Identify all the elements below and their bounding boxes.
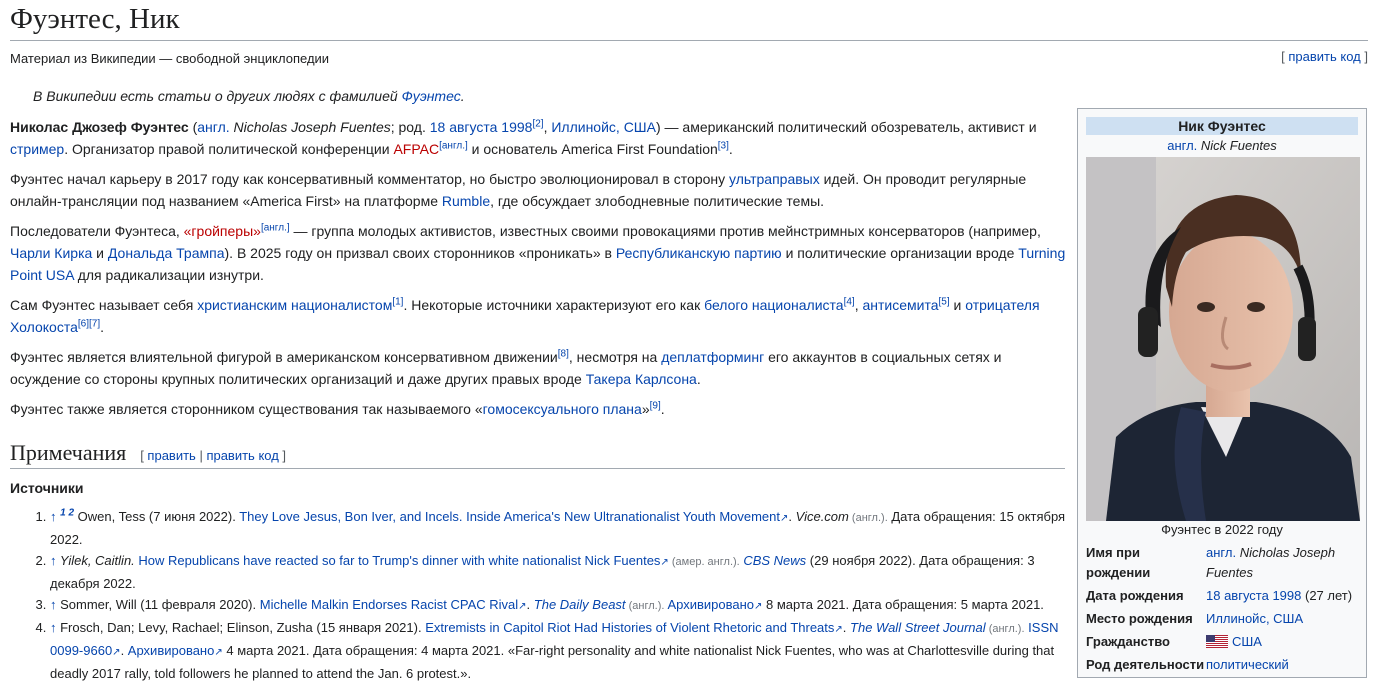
ref-link[interactable]: [4]: [843, 296, 855, 308]
antisemite-link[interactable]: антисемита: [862, 297, 939, 313]
paragraph-career: Фуэнтес начал карьеру в 2017 году как консервативный комментатор, но быстро эволюционировал в сторону ультраправых идей. Он проводит регулярные онлайн-трансляции под названием «America First» на платформе Rumble, где обсуждает злободневные политические темы.: [10, 171, 1027, 209]
publisher-link[interactable]: CBS News: [739, 553, 807, 568]
external-link-icon: ↗: [834, 624, 843, 635]
infobox-row-citizenship: [1086, 632, 1358, 652]
infobox-title: Ник Фуэнтес: [1086, 117, 1358, 135]
interwiki-link[interactable]: [англ.]: [439, 140, 468, 152]
reference-title-link[interactable]: Extremists in Capitol Riot Had Histories of Violent Rhetoric and Threats: [425, 620, 835, 635]
ref-link[interactable]: [7]: [89, 318, 101, 330]
ultraright-link[interactable]: ультраправых: [729, 171, 820, 187]
external-link-icon: ↗: [754, 601, 763, 612]
infobox-row-occupation: [1086, 655, 1358, 675]
infobox-value: [1206, 632, 1358, 652]
hatnote: В Википедии есть статьи о других людях с фамилией Фуэнтес.: [33, 88, 465, 104]
notes-title: Примечания: [10, 440, 127, 465]
infobox-key: Имя при рождении: [1086, 545, 1151, 580]
paragraph-followers: Последователи Фуэнтеса, «гройперы»[англ.] — группа молодых активистов, известных своими провокациями против мейнстримных консерваторов (например, Чарли Кирка и Дональда Трампа). В 2025 году он призвал своих сторонников «проникать» в Республиканскую партию и политические организации вроде Turning Point USA для радикализации изнутри.: [10, 222, 1066, 283]
edit-source-link[interactable]: править код: [1288, 49, 1361, 64]
ref-link[interactable]: [3]: [717, 140, 729, 152]
publisher-link[interactable]: The Wall Street Journal: [846, 620, 986, 635]
citizenship-link[interactable]: США: [1232, 634, 1262, 649]
reference-title-link[interactable]: How Republicans have reacted so far to Trump's dinner with white nationalist Nick Fuentes: [138, 553, 661, 568]
reference-item: 1. ↑ $^{1 2}$ Owen, Tess (7 июня 2022). They Love Jesus, Bon Iver, and Incels. Inside America's New Ultranationalist Youth Movement↗. Vice.com (англ.). Дата обращения: 15 октября 2022.: [50, 506, 1070, 550]
site-subtitle: Материал из Википедии — свободной энциклопедии: [10, 51, 330, 66]
interwiki-link[interactable]: [англ.]: [260, 222, 290, 234]
portrait-photo: [1086, 157, 1360, 521]
birthdate-link[interactable]: 18 августа 1998: [429, 119, 533, 135]
infobox-key: Гражданство: [1086, 634, 1170, 649]
trump-link[interactable]: Дональда Трампа: [107, 245, 225, 261]
tpusa-link[interactable]: Turning Point USA: [10, 245, 1066, 283]
infobox-row-birth-place: [1086, 609, 1358, 629]
backlink[interactable]: 1: [60, 507, 66, 519]
hatnote-link[interactable]: Фуэнтес: [401, 88, 461, 104]
external-link-icon: ↗: [214, 647, 223, 658]
paragraph-conspiracy: Фуэнтес также является сторонником существования так называемого «гомосексуального плана»[9].: [10, 400, 665, 417]
paragraph-intro: Николас Джозеф Фуэнтес (англ. Nicholas Joseph Fuentes; род. 18 августа 1998[2], Иллинойс, США) — американский политический обозреватель, активист и стример. Организатор правой политической конференции AFPAC[англ.] и основатель America First Foundation[3].: [10, 118, 1037, 157]
infobox-row-birth-name: [1086, 543, 1358, 583]
infobox: [1077, 108, 1367, 678]
page-title: Фуэнтес, Ник: [10, 2, 1368, 41]
infobox-key: Место рождения: [1086, 611, 1193, 626]
reference-list: [30, 506, 1070, 684]
external-link-icon: ↗: [780, 513, 789, 524]
reference-title-link[interactable]: They Love Jesus, Bon Iver, and Incels. Inside America's New Ultranationalist Youth Movement: [239, 509, 781, 524]
birthplace-link[interactable]: Иллинойс, США: [551, 119, 656, 135]
infobox-value: англ. Nicholas Joseph Fuentes: [1206, 545, 1336, 580]
rumble-link[interactable]: Rumble: [441, 193, 491, 209]
groypers-link[interactable]: «гройперы»: [183, 223, 261, 239]
notes-heading: [10, 440, 1065, 469]
paragraph-views: Сам Фуэнтес называет себя христианским националистом[1]. Некоторые источники характеризуют его как белого националиста[4], антисемита[5] и отрицателя Холокоста[6][7].: [10, 296, 1040, 335]
occupation-link[interactable]: политический: [1206, 657, 1289, 672]
external-link-icon: ↗: [112, 647, 121, 658]
ref-link[interactable]: [6]: [77, 318, 90, 330]
gop-link[interactable]: Республиканскую партию: [615, 245, 782, 261]
birthdate-link[interactable]: 18 августа 1998: [1206, 588, 1302, 603]
backlink-arrow[interactable]: ↑: [50, 620, 57, 635]
sources-heading: Источники: [10, 480, 84, 496]
photo-caption: Фуэнтес в 2022 году: [1161, 522, 1283, 537]
reference-item: 2. ↑ Yilek, Caitlin. How Republicans have reacted so far to Trump's dinner with white nationalist Nick Fuentes↗ (амер. англ.). CBS News (29 ноября 2022). Дата обращения: 3 декабря 2022.: [50, 550, 1070, 594]
edit-source-section: [ править код ]: [1281, 49, 1368, 64]
issn-link[interactable]: ISSN 0099-9660: [50, 620, 1059, 658]
edit-link[interactable]: править: [147, 448, 196, 463]
birthplace-link[interactable]: Иллинойс, США: [1206, 611, 1304, 626]
backlink[interactable]: 2: [68, 507, 75, 519]
lang-link[interactable]: англ.: [197, 119, 230, 135]
backlink-arrow[interactable]: ↑: [50, 553, 57, 568]
ref-link[interactable]: [8]: [557, 348, 569, 360]
external-link-icon: ↗: [660, 557, 669, 568]
ref-link[interactable]: [9]: [649, 400, 661, 412]
backlink-arrow[interactable]: ↑: [50, 597, 57, 612]
reference-item: 4. ↑ Frosch, Dan; Levy, Rachael; Elinson, Zusha (15 января 2021). Extremists in Capitol Riot Had Histories of Violent Rhetoric and Threats↗. The Wall Street Journal (англ.). ISSN 0099-9660↗. Архивировано↗ 4 марта 2021. Дата обращения: 4 марта 2021. «Far-right personality and white nationalist Nick Fuentes, who was at Charlottesville during that deadly 2017 rally, told followers he planned to attend the Jan. 6 protest.».: [50, 617, 1070, 684]
paragraph-influence: Фуэнтес является влиятельной фигурой в американском консервативном движении[8], несмотря на деплатформинг его аккаунтов в социальных сетях и осуждение со стороны крупных политических организаций и даже других правых вроде Такера Карлсона.: [10, 348, 1002, 387]
ref-link[interactable]: [5]: [938, 296, 950, 308]
notes-edit: [ править | править код ]: [140, 448, 287, 463]
infobox-value: 18 августа 1998 (27 лет): [1206, 588, 1353, 603]
reference-item: 3. ↑ Sommer, Will (11 февраля 2020). Michelle Malkin Endorses Racist CPAC Rival↗. The Daily Beast (англ.). Архивировано↗ 8 марта 2021. Дата обращения: 5 марта 2021.: [50, 594, 1070, 617]
infobox-value: [1206, 655, 1358, 675]
infobox-key: Род деятельности: [1086, 657, 1205, 672]
lang-link[interactable]: англ.: [1206, 545, 1237, 560]
publisher-link[interactable]: The Daily Beast: [530, 597, 626, 612]
holocaust-denier-link[interactable]: отрицателя Холокоста: [10, 297, 1040, 335]
ref-link[interactable]: [2]: [532, 118, 544, 130]
article-body: [10, 116, 1066, 428]
deplatforming-link[interactable]: деплатформинг: [661, 349, 765, 365]
archive-link[interactable]: Архивировано: [127, 643, 215, 658]
white-nationalist-link[interactable]: белого националиста: [704, 297, 844, 313]
infobox-row-birth-date: [1086, 586, 1358, 606]
reference-title-link[interactable]: Michelle Malkin Endorses Racist CPAC Rival: [259, 597, 519, 612]
kirk-link[interactable]: Чарли Кирка: [10, 245, 93, 261]
archive-link[interactable]: Архивировано: [667, 597, 755, 612]
edit-source-link[interactable]: править код: [206, 448, 279, 463]
infobox-original-name: англ. Nick Fuentes: [1167, 138, 1277, 153]
ref-link[interactable]: [1]: [392, 296, 404, 308]
streamer-link[interactable]: стример: [10, 141, 65, 157]
us-flag-icon: [1206, 635, 1228, 648]
external-link-icon: ↗: [518, 601, 527, 612]
backlink-arrow[interactable]: ↑: [50, 509, 57, 524]
afpac-link[interactable]: AFPAC: [393, 141, 440, 157]
infobox-value: [1206, 609, 1358, 629]
infobox-key: Дата рождения: [1086, 588, 1184, 603]
lang-link[interactable]: англ.: [1167, 138, 1198, 153]
conspiracy-link[interactable]: гомосексуального плана: [482, 401, 642, 417]
carlson-link[interactable]: Такера Карлсона: [585, 371, 697, 387]
infobox-photo[interactable]: [1086, 157, 1360, 521]
christian-nationalist-link[interactable]: христианским националистом: [197, 297, 393, 313]
